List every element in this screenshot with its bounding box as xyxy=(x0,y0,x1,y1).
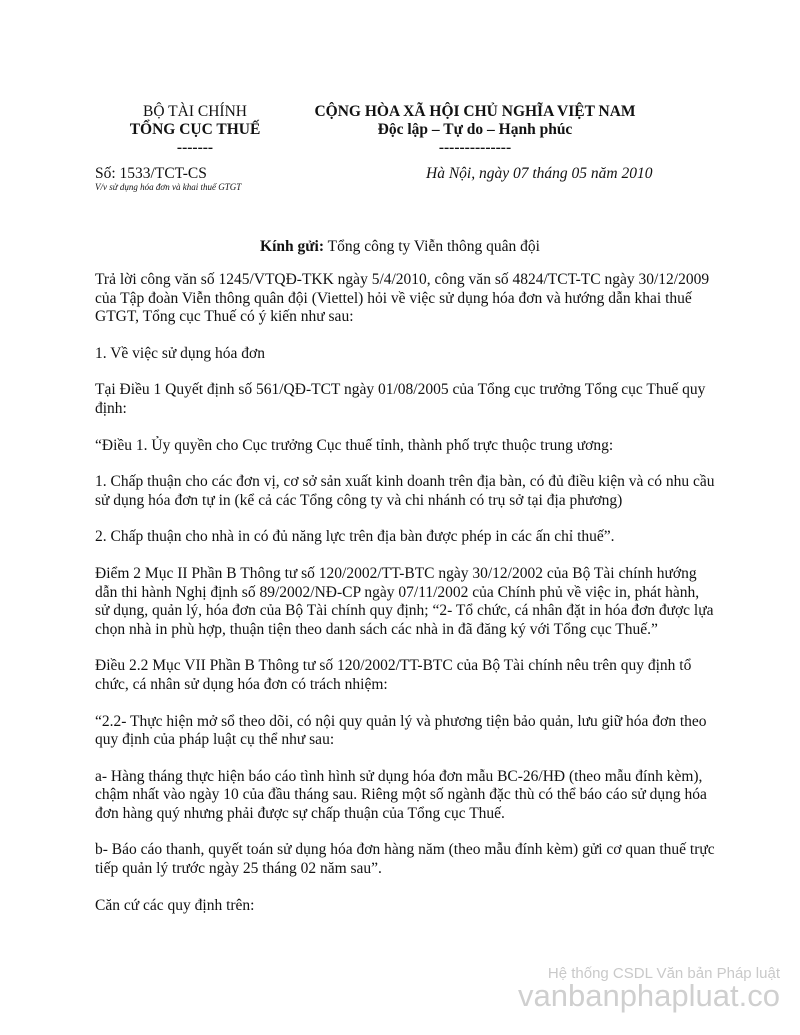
paragraph: Điểm 2 Mục II Phần B Thông tư số 120/2002/TT-BTC ngày 30/12/2002 của Bộ Tài chính hướng dẫn thi hành Nghị định số 89/2002/NĐ-CP ngày 07/11/2002 của Chính phủ về việc in, phát hành, sử dụng, quản lý, hóa đơn của Bộ Tài chính quy định; “2- Tổ chức, cá nhân đặt in hóa đơn được lựa chọn nhà in phù hợp, thuận tiện theo danh sách các nhà in đã đăng ký với Tổng cục Thuế.” xyxy=(95,564,714,638)
national-title-block xyxy=(275,103,675,157)
recipient-name: Tổng công ty Viễn thông quân đội xyxy=(327,238,540,255)
paragraph: Điều 2.2 Mục VII Phần B Thông tư số 120/2002/TT-BTC của Bộ Tài chính nêu trên quy định tổ chức, cá nhân sử dụng hóa đơn có trách nhiệm: xyxy=(95,657,692,693)
watermark-caption: Hệ thống CSDL Văn bản Pháp luật xyxy=(547,965,780,982)
watermark-site: vanbanphapluat.co xyxy=(517,978,780,1013)
section-heading: 1. Về việc sử dụng hóa đơn xyxy=(95,344,265,362)
issuer-divider: ------- xyxy=(176,139,214,156)
paragraph: 1. Chấp thuận cho các đơn vị, cơ sở sản xuất kinh doanh trên địa bàn, có đủ điều kiện và có nhu cầu sử dụng hóa đơn tự in (kể cả các Tổng công ty và chi nhánh có trụ sở tại địa phương) xyxy=(95,473,715,509)
issuer-block xyxy=(95,103,295,157)
document-number: Số: 1533/TCT-CS xyxy=(95,165,207,182)
paragraph: “2.2- Thực hiện mở sổ theo dõi, có nội quy quản lý và phương tiện bảo quản, lưu giữ hóa đơn theo quy định của pháp luật cụ thể như sau: xyxy=(95,712,707,749)
paragraph: Tại Điều 1 Quyết định số 561/QĐ-TCT ngày 01/08/2005 của Tổng cục trưởng Tổng cục Thuế quy định: xyxy=(95,381,706,417)
paragraph: 2. Chấp thuận cho nhà in có đủ năng lực trên địa bàn được phép in các ấn chỉ thuế”. xyxy=(95,528,615,546)
paragraph: Căn cứ các quy định trên: xyxy=(95,896,255,914)
recipient-line xyxy=(0,238,800,256)
department-name: TỔNG CỤC THUẾ xyxy=(129,121,261,138)
country-name: CỘNG HÒA XÃ HỘI CHỦ NGHĨA VIỆT NAM xyxy=(314,103,636,120)
ministry-name: BỘ TÀI CHÍNH xyxy=(143,103,247,120)
paragraph: Trả lời công văn số 1245/VTQĐ-TKK ngày 5/4/2010, công văn số 4824/TCT-TC ngày 30/12/2009 của Tập đoàn Viễn thông quân đội (Viettel) hỏi về việc sử dụng hóa đơn và hướng dẫn khai thuế GTGT, Tổng cục Thuế có ý kiến như sau: xyxy=(95,271,710,326)
paragraph: b- Báo cáo thanh, quyết toán sử dụng hóa đơn hàng năm (theo mẫu đính kèm) gửi cơ quan thuế trực tiếp quản lý trước ngày 25 tháng 02 năm sau”. xyxy=(95,841,715,878)
paragraph: “Điều 1. Ủy quyền cho Cục trưởng Cục thuế tỉnh, thành phố trực thuộc trung ương: xyxy=(95,436,614,454)
place-date: Hà Nội, ngày 07 tháng 05 năm 2010 xyxy=(426,165,653,182)
document-subject: V/v sử dụng hóa đơn và khai thuế GTGT xyxy=(95,182,242,192)
national-motto: Độc lập – Tự do – Hạnh phúc xyxy=(377,121,573,138)
motto-divider: -------------- xyxy=(438,139,512,156)
recipient-label: Kính gửi: xyxy=(260,238,325,255)
paragraph: a- Hàng tháng thực hiện báo cáo tình hình sử dụng hóa đơn mẫu BC-26/HĐ (theo mẫu đính kèm), chậm nhất vào ngày 10 của đầu tháng sau. Riêng một số ngành đặc thù có thể báo cáo sử dụng hóa đơn hàng quý nhưng phải được sự chấp thuận của Tổng cục Thuế. xyxy=(95,767,707,822)
document-body xyxy=(95,271,715,933)
